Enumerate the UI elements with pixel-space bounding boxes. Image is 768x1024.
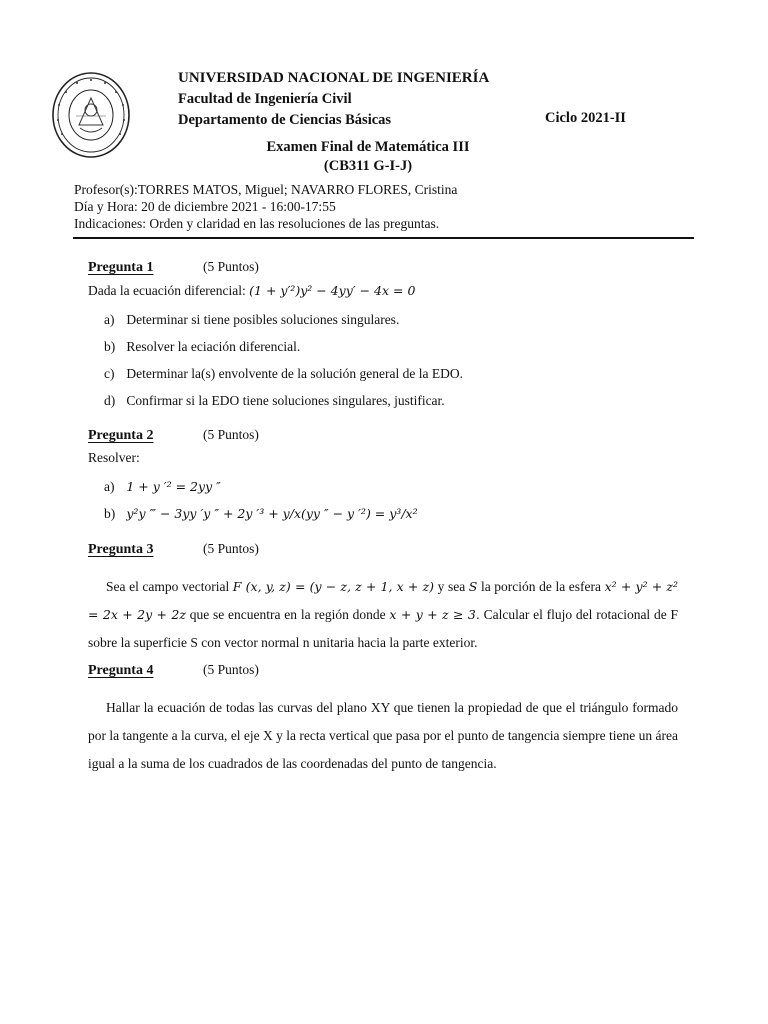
question-4-text: Hallar la ecuación de todas las curvas del plano XY que tienen la propiedad de que el triángulo formado por la tangente a la curva, el eje X y la recta vertical que pasa por el punto de tangencia siempre tiene un área igual a la suma de los cuadrados de las coordenadas del punto de tangencia. [88, 700, 678, 771]
cycle-label: Ciclo 2021-II [545, 110, 626, 126]
list-item: a) Determinar si tiene posibles soluciones singulares. [104, 312, 400, 327]
seal-icon [50, 70, 132, 160]
question-1-intro: Dada la ecuación diferencial: [88, 283, 246, 298]
department-name: Departamento de Ciencias Básicas [178, 112, 392, 128]
question-1-points: (5 Puntos) [203, 259, 259, 274]
question-1-equation: (1 + y′²)y² − 4yy′ − 4x = 0 [249, 283, 416, 298]
question-4-points: (5 Puntos) [203, 662, 259, 677]
list-item: a) 1 + y ′² = 2yy ″ [104, 479, 221, 494]
question-3-points: (5 Puntos) [203, 541, 259, 556]
exam-title: Examen Final de Matemática III [266, 139, 470, 155]
question-4-title: Pregunta 4 [88, 663, 154, 678]
exam-title-block [178, 138, 558, 176]
faculty-name: Facultad de Ingeniería Civil [178, 91, 352, 107]
professors: Profesor(s):TORRES MATOS, Miguel; NAVARRO FLORES, Cristina [74, 182, 458, 197]
question-3 [88, 541, 678, 657]
question-4 [88, 662, 678, 778]
question-3-title: Pregunta 3 [88, 542, 154, 557]
question-2-points: (5 Puntos) [203, 427, 259, 442]
question-2 [88, 427, 418, 527]
university-seal-logo [50, 70, 132, 160]
date-time: Día y Hora: 20 de diciembre 2021 - 16:00-17:55 [74, 199, 336, 214]
exam-code: (CB311 G-I-J) [323, 158, 413, 174]
university-name: UNIVERSIDAD NACIONAL DE INGENIERÍA [178, 70, 490, 86]
list-item: b) y²y ‴ − 3yy ′y ″ + 2y ′³ + y/x(yy ″ − y ′²) = y³/x² [104, 506, 418, 521]
question-3-text: Sea el campo vectorial F (x, y, z) = (y − z, z + 1, x + z) y sea S la porción de la esfera x² + y² + z² = 2x + 2y + 2z que se encuentra en la región donde x + y + z ≥ 3. Calcular el flujo del rotacional de F sobre la superficie S con vector normal n unitaria hacia la parte exterior. [88, 579, 679, 650]
list-item: b) Resolver la eciación diferencial. [104, 339, 301, 354]
instructions: Indicaciones: Orden y claridad en las resoluciones de las preguntas. [74, 216, 440, 231]
divider [73, 237, 694, 239]
header [178, 68, 658, 131]
question-1-title: Pregunta 1 [88, 260, 154, 275]
question-2-intro: Resolver: [88, 450, 140, 465]
exam-info [74, 181, 457, 232]
question-1 [88, 259, 463, 414]
list-item: d) Confirmar si la EDO tiene soluciones singulares, justificar. [104, 393, 445, 408]
question-2-title: Pregunta 2 [88, 428, 154, 443]
list-item: c) Determinar la(s) envolvente de la solución general de la EDO. [104, 366, 463, 381]
